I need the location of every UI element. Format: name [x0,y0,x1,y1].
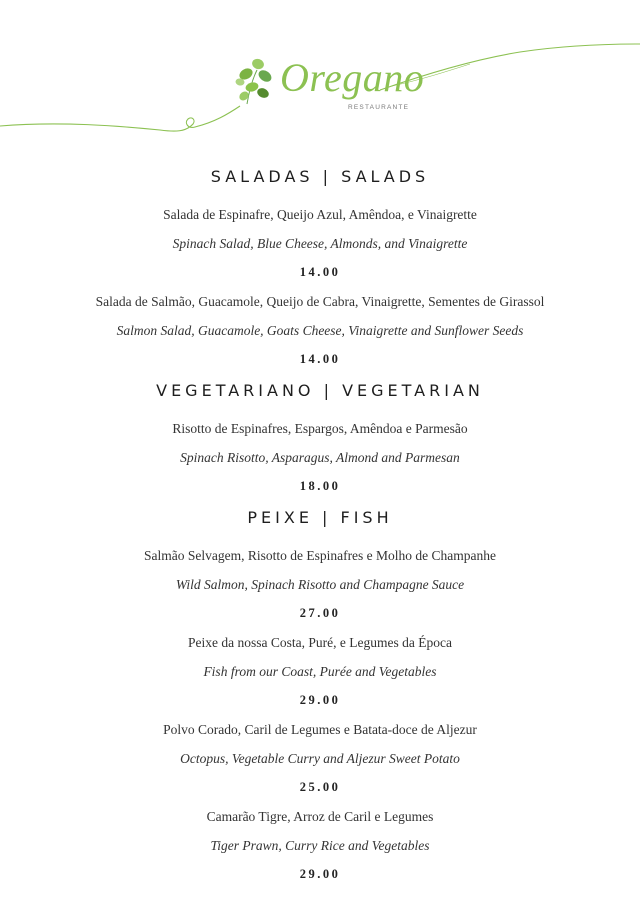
item-price: 14.00 [299,352,341,366]
item-name-pt: Polvo Corado, Caril de Legumes e Batata-doce de Aljezur [163,722,477,737]
item-price: 27.00 [299,606,341,620]
menu-item [0,287,640,374]
item-name-pt: Risotto de Espinafres, Espargos, Amêndoa e Parmesão [172,421,468,436]
item-price: 29.00 [299,867,341,881]
oregano-leaf-icon [235,57,274,104]
item-name-en: Fish from our Coast, Purée and Vegetables [203,664,437,679]
item-name-en: Salmon Salad, Guacamole, Goats Cheese, Vinaigrette and Sunflower Seeds [116,323,524,338]
item-name-en: Tiger Prawn, Curry Rice and Vegetables [210,838,430,853]
item-name-pt: Salada de Salmão, Guacamole, Queijo de Cabra, Vinaigrette, Sementes de Girassol [95,294,545,309]
menu-item [0,541,640,628]
logo-subtitle: RESTAURANTE [348,104,410,111]
item-price: 14.00 [299,265,341,279]
item-name-en: Octopus, Vegetable Curry and Aljezur Sweet Potato [180,751,460,766]
header [0,0,640,150]
menu-item [0,802,640,889]
item-price: 25.00 [299,780,341,794]
item-name-pt: Salada de Espinafre, Queijo Azul, Amêndoa, e Vinaigrette [163,207,477,222]
menu [0,166,640,889]
item-price: 18.00 [299,479,341,493]
logo-wordmark: Oregano [280,55,425,100]
menu-item [0,414,640,501]
item-name-pt: Camarão Tigre, Arroz de Caril e Legumes [206,809,434,824]
section-title-vegetarian: VEGETARIANO | VEGETARIAN [156,381,484,400]
menu-item [0,200,640,287]
item-name-pt: Peixe da nossa Costa, Puré, e Legumes da Época [188,635,452,650]
item-price: 29.00 [299,693,341,707]
item-name-en: Spinach Risotto, Asparagus, Almond and Parmesan [180,450,460,465]
item-name-pt: Salmão Selvagem, Risotto de Espinafres e Molho de Champanhe [143,548,497,563]
menu-item [0,628,640,715]
section-title-salads: SALADAS | SALADS [210,167,430,186]
section-title-fish: PEIXE | FISH [247,508,393,527]
item-name-en: Wild Salmon, Spinach Risotto and Champagne Sauce [175,577,465,592]
menu-item [0,715,640,802]
item-name-en: Spinach Salad, Blue Cheese, Almonds, and Vinaigrette [172,236,468,251]
